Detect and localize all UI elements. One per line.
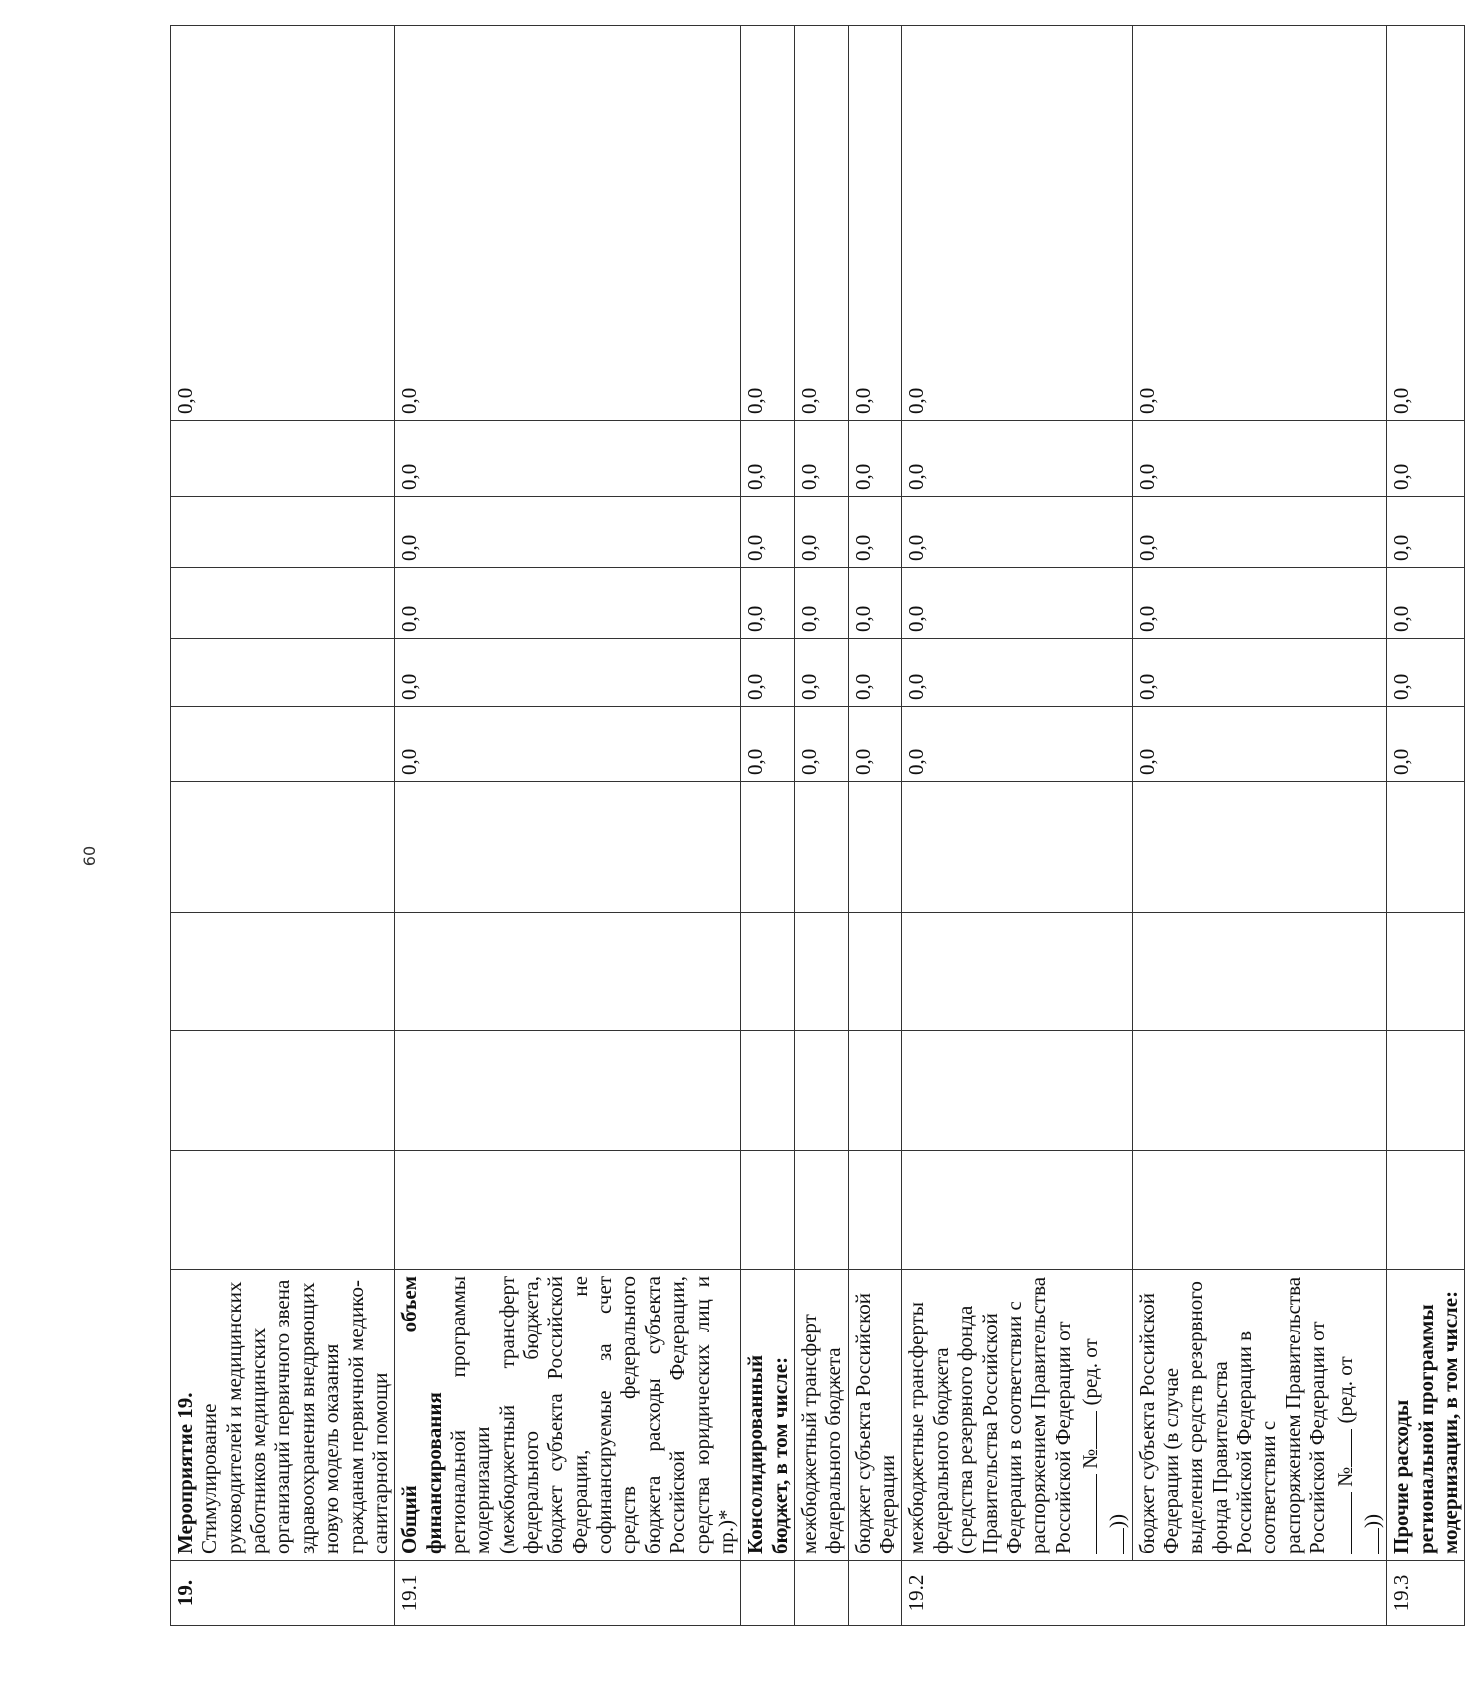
- table-row: [395, 26, 741, 1626]
- value-cell: [741, 1151, 795, 1270]
- page-number: 60: [80, 845, 99, 867]
- value-cell: 0,0: [794, 707, 848, 782]
- value-cell: 0,0: [1132, 639, 1387, 707]
- value-cell: [395, 1151, 741, 1270]
- row-description: Консолидированный бюджет, в том числе:: [741, 1270, 795, 1561]
- value-cell: 0,0: [741, 26, 795, 421]
- value-cell: 0,0: [902, 568, 1132, 639]
- value-cell: [902, 913, 1132, 1031]
- row-description: Общий объем финансирования региональной программы модернизации (межбюджетный трансферт федерального бюджета, бюджет субъекта Российской Федерации, не софинансируемые за счет средств федерального бюджета расходы субъекта Российской Федерации, средства юридических лиц и пр.)*: [395, 1270, 741, 1561]
- value-cell: [848, 1151, 902, 1270]
- value-cell: 0,0: [1132, 568, 1387, 639]
- value-cell: [794, 1151, 848, 1270]
- row-description: бюджет субъекта Российской Федерации (в случае выделения средств резервного фонда Правительства Российской Федерации в соответствии с распоряжением Правительства Российской Федерации от № (ред. от )): [1132, 1270, 1387, 1561]
- value-cell: 0,0: [395, 707, 741, 782]
- value-cell: 0,0: [395, 26, 741, 421]
- row-number: 19.: [171, 1561, 395, 1626]
- value-cell: [1132, 1151, 1387, 1270]
- value-cell: [171, 782, 395, 913]
- financing-table: [170, 25, 1465, 1626]
- row-number: 19.1: [395, 1561, 741, 1626]
- table-row: [171, 26, 395, 1626]
- table-row: [741, 26, 795, 1626]
- table-row: [794, 26, 848, 1626]
- value-cell: 0,0: [171, 26, 395, 421]
- row-number: [848, 1561, 902, 1626]
- value-cell: [794, 913, 848, 1031]
- value-cell: [171, 913, 395, 1031]
- value-cell: [171, 1031, 395, 1151]
- row-number: [741, 1561, 795, 1626]
- value-cell: [171, 1151, 395, 1270]
- value-cell: 0,0: [902, 707, 1132, 782]
- value-cell: 0,0: [794, 26, 848, 421]
- row-number: 19.3: [1387, 1561, 1465, 1626]
- value-cell: 0,0: [395, 497, 741, 568]
- value-cell: [902, 782, 1132, 913]
- value-cell: 0,0: [848, 26, 902, 421]
- row-description: Прочие расходы региональной программы модернизации, в том числе:: [1387, 1270, 1465, 1561]
- value-cell: [902, 1151, 1132, 1270]
- value-cell: 0,0: [848, 639, 902, 707]
- row-description: бюджет субъекта Российской Федерации: [848, 1270, 902, 1561]
- value-cell: 0,0: [741, 639, 795, 707]
- value-cell: 0,0: [1387, 568, 1465, 639]
- value-cell: 0,0: [794, 497, 848, 568]
- value-cell: 0,0: [794, 568, 848, 639]
- value-cell: 0,0: [848, 497, 902, 568]
- value-cell: 0,0: [848, 568, 902, 639]
- value-cell: 0,0: [1387, 26, 1465, 421]
- value-cell: 0,0: [902, 497, 1132, 568]
- value-cell: 0,0: [395, 639, 741, 707]
- value-cell: 0,0: [1132, 26, 1387, 421]
- value-cell: 0,0: [1387, 639, 1465, 707]
- value-cell: [1132, 1031, 1387, 1151]
- value-cell: 0,0: [1132, 421, 1387, 497]
- value-cell: 0,0: [794, 639, 848, 707]
- value-cell: [1387, 782, 1465, 913]
- value-cell: [171, 421, 395, 497]
- value-cell: 0,0: [848, 707, 902, 782]
- table-row: [1387, 26, 1465, 1626]
- rotated-page: [170, 26, 1462, 1626]
- value-cell: [848, 782, 902, 913]
- table-row: [848, 26, 902, 1626]
- value-cell: [741, 913, 795, 1031]
- value-cell: 0,0: [741, 707, 795, 782]
- row-description: межбюджетный трансферт федерального бюджета: [794, 1270, 848, 1561]
- value-cell: [171, 497, 395, 568]
- row-number: 19.2: [902, 1561, 1387, 1626]
- value-cell: 0,0: [902, 26, 1132, 421]
- row-description: Мероприятие 19. Стимулирование руководителей и медицинских работников медицинских организаций первичного звена здравоохранения внедряющих новую модель оказания гражданам первичной медико-санитарной помощи: [171, 1270, 395, 1561]
- value-cell: [848, 913, 902, 1031]
- value-cell: [1387, 913, 1465, 1031]
- value-cell: [1132, 782, 1387, 913]
- value-cell: 0,0: [1132, 707, 1387, 782]
- value-cell: [171, 568, 395, 639]
- value-cell: 0,0: [902, 639, 1132, 707]
- value-cell: [395, 913, 741, 1031]
- value-cell: 0,0: [1132, 497, 1387, 568]
- value-cell: [741, 1031, 795, 1151]
- value-cell: 0,0: [395, 568, 741, 639]
- value-cell: [1387, 1151, 1465, 1270]
- value-cell: [902, 1031, 1132, 1151]
- value-cell: [848, 1031, 902, 1151]
- value-cell: [794, 1031, 848, 1151]
- table-row: [1132, 26, 1387, 1626]
- table-row: [902, 26, 1132, 1626]
- row-number: [794, 1561, 848, 1626]
- value-cell: 0,0: [1387, 707, 1465, 782]
- value-cell: 0,0: [741, 421, 795, 497]
- value-cell: 0,0: [1387, 497, 1465, 568]
- value-cell: 0,0: [741, 568, 795, 639]
- value-cell: [395, 1031, 741, 1151]
- value-cell: 0,0: [794, 421, 848, 497]
- row-description: межбюджетные трансферты федерального бюджета (средства резервного фонда Правительства Российской Федерации в соответствии с распоряжением Правительства Российской Федерации от № (ред. от )): [902, 1270, 1132, 1561]
- value-cell: [171, 707, 395, 782]
- value-cell: [171, 639, 395, 707]
- value-cell: 0,0: [395, 421, 741, 497]
- value-cell: [1132, 913, 1387, 1031]
- value-cell: 0,0: [902, 421, 1132, 497]
- value-cell: 0,0: [741, 497, 795, 568]
- value-cell: [794, 782, 848, 913]
- value-cell: [395, 782, 741, 913]
- value-cell: 0,0: [1387, 421, 1465, 497]
- value-cell: 0,0: [848, 421, 902, 497]
- value-cell: [741, 782, 795, 913]
- value-cell: [1387, 1031, 1465, 1151]
